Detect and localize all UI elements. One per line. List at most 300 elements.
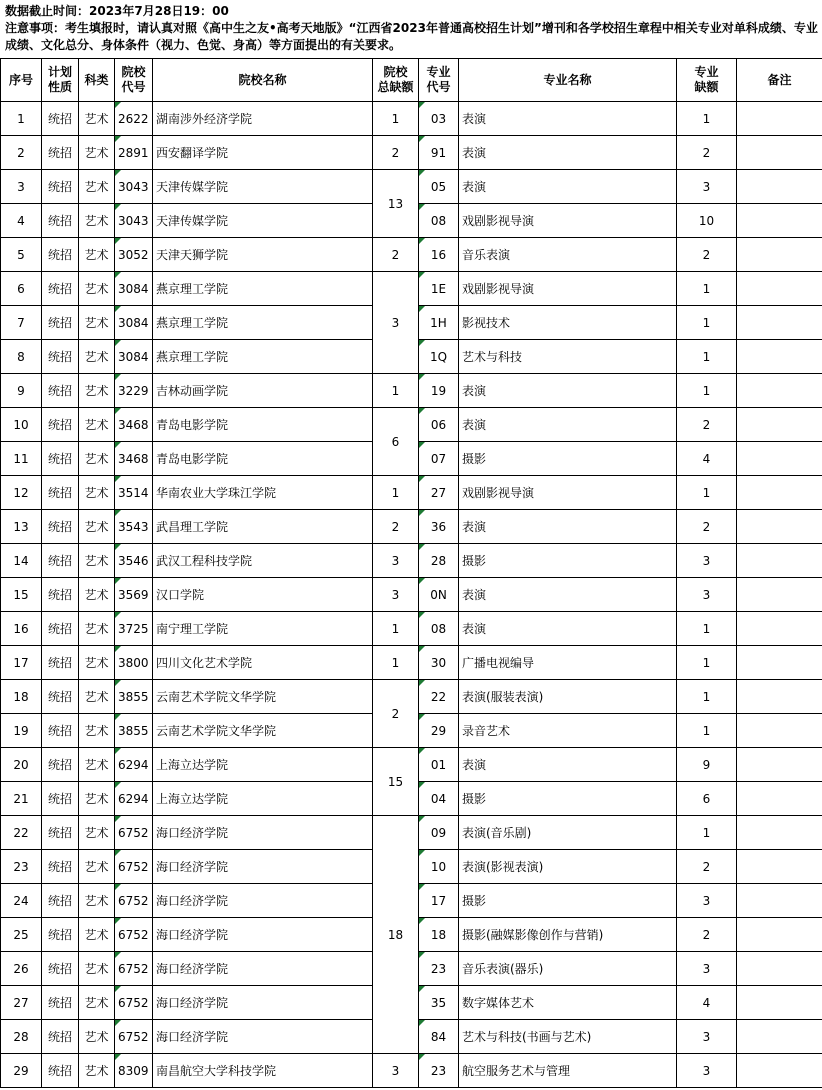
cell-remark <box>737 170 822 204</box>
table-row <box>1 544 822 578</box>
cell-plan: 统招 <box>42 170 79 204</box>
table-row <box>1 1054 822 1088</box>
cell-seq: 9 <box>1 374 42 408</box>
cell-school-code: 8309 <box>115 1054 153 1088</box>
cell-category: 艺术 <box>79 442 115 476</box>
cell-major-vacancy: 1 <box>677 476 737 510</box>
cell-major-name: 摄影(融媒影像创作与营销) <box>459 918 677 952</box>
cell-school-code: 2891 <box>115 136 153 170</box>
notice-text: 注意事项：考生填报时，请认真对照《高中生之友•高考天地版》“江西省2023年普通高校招生计划”增刊和各学校招生章程中相关专业对单科成绩、专业成绩、文化总分、身体条件（视力、色觉、身高）等方面提出的有关要求。 <box>5 21 818 52</box>
cell-school-code: 6752 <box>115 918 153 952</box>
cell-major-vacancy: 2 <box>677 238 737 272</box>
cell-major-code: 30 <box>419 646 459 680</box>
col-header-seq: 序号 <box>1 59 42 102</box>
cell-school-vacancy: 1 <box>373 374 419 408</box>
cell-major-name: 表演 <box>459 102 677 136</box>
cell-plan: 统招 <box>42 578 79 612</box>
cell-school-vacancy: 1 <box>373 476 419 510</box>
cell-school-code: 2622 <box>115 102 153 136</box>
cell-major-code: 05 <box>419 170 459 204</box>
cell-seq: 7 <box>1 306 42 340</box>
cell-major-code: 23 <box>419 1054 459 1088</box>
cell-remark <box>737 714 822 748</box>
cell-plan: 统招 <box>42 986 79 1020</box>
cell-school-name: 海口经济学院 <box>153 952 373 986</box>
cell-plan: 统招 <box>42 442 79 476</box>
cell-major-vacancy: 3 <box>677 1054 737 1088</box>
cell-major-code: 04 <box>419 782 459 816</box>
cell-school-vacancy: 2 <box>373 136 419 170</box>
cell-major-vacancy: 4 <box>677 442 737 476</box>
cell-school-code: 3855 <box>115 680 153 714</box>
cell-major-vacancy: 3 <box>677 578 737 612</box>
cell-school-code: 3543 <box>115 510 153 544</box>
cell-major-vacancy: 1 <box>677 374 737 408</box>
cell-major-name: 表演(影视表演) <box>459 850 677 884</box>
cell-major-name: 音乐表演 <box>459 238 677 272</box>
col-header-major-code: 专业 代号 <box>419 59 459 102</box>
cell-remark <box>737 136 822 170</box>
cell-major-vacancy: 9 <box>677 748 737 782</box>
cell-school-code: 3468 <box>115 408 153 442</box>
cell-seq: 10 <box>1 408 42 442</box>
cell-school-code: 6294 <box>115 748 153 782</box>
cell-seq: 25 <box>1 918 42 952</box>
cell-major-code: 06 <box>419 408 459 442</box>
cell-category: 艺术 <box>79 136 115 170</box>
cell-school-code: 3800 <box>115 646 153 680</box>
cell-category: 艺术 <box>79 306 115 340</box>
cell-seq: 3 <box>1 170 42 204</box>
cell-major-name: 表演 <box>459 578 677 612</box>
cell-plan: 统招 <box>42 748 79 782</box>
cell-remark <box>737 340 822 374</box>
cell-category: 艺术 <box>79 850 115 884</box>
table-row <box>1 374 822 408</box>
cell-school-code: 3084 <box>115 340 153 374</box>
cell-school-code: 3855 <box>115 714 153 748</box>
cell-category: 艺术 <box>79 646 115 680</box>
cell-school-name: 吉林动画学院 <box>153 374 373 408</box>
cell-school-vacancy: 18 <box>373 816 419 1054</box>
cell-plan: 统招 <box>42 238 79 272</box>
cell-category: 艺术 <box>79 340 115 374</box>
cell-major-name: 表演 <box>459 170 677 204</box>
table-row <box>1 646 822 680</box>
cell-remark <box>737 102 822 136</box>
cell-seq: 5 <box>1 238 42 272</box>
cell-school-code: 3725 <box>115 612 153 646</box>
cell-school-name: 青岛电影学院 <box>153 408 373 442</box>
cell-major-name: 表演(音乐剧) <box>459 816 677 850</box>
table-row <box>1 816 822 850</box>
cell-school-vacancy: 13 <box>373 170 419 238</box>
cell-major-name: 艺术与科技 <box>459 340 677 374</box>
cell-major-name: 表演 <box>459 408 677 442</box>
cell-major-code: 19 <box>419 374 459 408</box>
col-header-major-vacancy: 专业 缺额 <box>677 59 737 102</box>
cell-seq: 12 <box>1 476 42 510</box>
cell-category: 艺术 <box>79 680 115 714</box>
cell-school-name: 青岛电影学院 <box>153 442 373 476</box>
cell-plan: 统招 <box>42 476 79 510</box>
cell-school-code: 3569 <box>115 578 153 612</box>
cell-school-name: 海口经济学院 <box>153 816 373 850</box>
col-header-plan: 计划 性质 <box>42 59 79 102</box>
table-row <box>1 238 822 272</box>
cell-school-vacancy: 1 <box>373 612 419 646</box>
cell-major-name: 摄影 <box>459 544 677 578</box>
cell-plan: 统招 <box>42 884 79 918</box>
cell-remark <box>737 986 822 1020</box>
cell-school-name: 海口经济学院 <box>153 850 373 884</box>
cell-major-code: 18 <box>419 918 459 952</box>
cell-school-code: 6752 <box>115 986 153 1020</box>
cell-remark <box>737 816 822 850</box>
cell-major-name: 表演(服装表演) <box>459 680 677 714</box>
cell-seq: 22 <box>1 816 42 850</box>
cell-school-name: 汉口学院 <box>153 578 373 612</box>
cell-remark <box>737 952 822 986</box>
cell-plan: 统招 <box>42 1020 79 1054</box>
cell-plan: 统招 <box>42 306 79 340</box>
table-row <box>1 272 822 306</box>
cell-major-vacancy: 1 <box>677 306 737 340</box>
cell-school-code: 3043 <box>115 204 153 238</box>
cell-major-code: 08 <box>419 204 459 238</box>
cell-school-name: 燕京理工学院 <box>153 340 373 374</box>
cell-major-name: 戏剧影视导演 <box>459 476 677 510</box>
cell-plan: 统招 <box>42 510 79 544</box>
cell-major-code: 84 <box>419 1020 459 1054</box>
cell-plan: 统招 <box>42 204 79 238</box>
cell-plan: 统招 <box>42 850 79 884</box>
cell-major-vacancy: 1 <box>677 714 737 748</box>
cell-school-name: 华南农业大学珠江学院 <box>153 476 373 510</box>
cell-major-name: 摄影 <box>459 442 677 476</box>
cell-remark <box>737 476 822 510</box>
cell-remark <box>737 782 822 816</box>
cell-seq: 19 <box>1 714 42 748</box>
cell-major-name: 艺术与科技(书画与艺术) <box>459 1020 677 1054</box>
cell-major-name: 数字媒体艺术 <box>459 986 677 1020</box>
col-header-school-vacancy: 院校 总缺额 <box>373 59 419 102</box>
cell-school-code: 6752 <box>115 1020 153 1054</box>
cell-major-vacancy: 3 <box>677 170 737 204</box>
cell-major-code: 01 <box>419 748 459 782</box>
cell-school-name: 海口经济学院 <box>153 986 373 1020</box>
cell-school-name: 上海立达学院 <box>153 748 373 782</box>
cell-plan: 统招 <box>42 374 79 408</box>
cell-plan: 统招 <box>42 612 79 646</box>
cell-category: 艺术 <box>79 1054 115 1088</box>
cell-school-vacancy: 1 <box>373 646 419 680</box>
cell-school-name: 天津传媒学院 <box>153 204 373 238</box>
cell-major-vacancy: 6 <box>677 782 737 816</box>
cell-category: 艺术 <box>79 238 115 272</box>
cell-major-code: 17 <box>419 884 459 918</box>
cell-school-vacancy: 6 <box>373 408 419 476</box>
cell-major-name: 戏剧影视导演 <box>459 272 677 306</box>
cell-major-vacancy: 1 <box>677 340 737 374</box>
cell-major-vacancy: 2 <box>677 918 737 952</box>
cell-school-name: 四川文化艺术学院 <box>153 646 373 680</box>
col-header-school-name: 院校名称 <box>153 59 373 102</box>
cell-plan: 统招 <box>42 782 79 816</box>
cell-plan: 统招 <box>42 1054 79 1088</box>
cell-school-code: 3084 <box>115 306 153 340</box>
cell-major-name: 航空服务艺术与管理 <box>459 1054 677 1088</box>
cell-major-code: 28 <box>419 544 459 578</box>
cell-major-code: 36 <box>419 510 459 544</box>
cell-seq: 18 <box>1 680 42 714</box>
cell-school-code: 3043 <box>115 170 153 204</box>
cell-school-name: 天津天狮学院 <box>153 238 373 272</box>
cell-category: 艺术 <box>79 578 115 612</box>
cell-major-name: 表演 <box>459 748 677 782</box>
col-header-remark: 备注 <box>737 59 822 102</box>
table-row <box>1 102 822 136</box>
table-header-row <box>1 59 822 102</box>
cell-category: 艺术 <box>79 476 115 510</box>
cell-school-name: 海口经济学院 <box>153 884 373 918</box>
cell-school-code: 6752 <box>115 816 153 850</box>
cell-major-code: 1E <box>419 272 459 306</box>
cell-school-name: 天津传媒学院 <box>153 170 373 204</box>
cell-school-vacancy: 2 <box>373 238 419 272</box>
cell-school-code: 6752 <box>115 850 153 884</box>
cell-school-code: 6294 <box>115 782 153 816</box>
cell-major-vacancy: 1 <box>677 102 737 136</box>
cell-plan: 统招 <box>42 544 79 578</box>
cell-major-code: 09 <box>419 816 459 850</box>
cell-school-name: 武昌理工学院 <box>153 510 373 544</box>
cell-category: 艺术 <box>79 918 115 952</box>
cell-category: 艺术 <box>79 170 115 204</box>
table-row <box>1 680 822 714</box>
cell-school-vacancy: 3 <box>373 272 419 374</box>
cell-major-code: 23 <box>419 952 459 986</box>
cell-category: 艺术 <box>79 510 115 544</box>
cell-major-code: 10 <box>419 850 459 884</box>
cell-major-code: 16 <box>419 238 459 272</box>
cell-school-name: 云南艺术学院文华学院 <box>153 680 373 714</box>
cell-major-vacancy: 4 <box>677 986 737 1020</box>
cell-major-name: 表演 <box>459 510 677 544</box>
cell-school-name: 燕京理工学院 <box>153 306 373 340</box>
cell-remark <box>737 850 822 884</box>
table-row <box>1 578 822 612</box>
cell-remark <box>737 306 822 340</box>
cell-school-vacancy: 3 <box>373 544 419 578</box>
cell-category: 艺术 <box>79 544 115 578</box>
cell-seq: 2 <box>1 136 42 170</box>
cell-major-name: 录音艺术 <box>459 714 677 748</box>
cell-remark <box>737 612 822 646</box>
cell-seq: 24 <box>1 884 42 918</box>
cell-major-vacancy: 3 <box>677 1020 737 1054</box>
cell-category: 艺术 <box>79 714 115 748</box>
cell-major-vacancy: 2 <box>677 408 737 442</box>
cell-school-code: 3468 <box>115 442 153 476</box>
cell-major-code: 08 <box>419 612 459 646</box>
cell-school-name: 南昌航空大学科技学院 <box>153 1054 373 1088</box>
cell-school-vacancy: 2 <box>373 680 419 748</box>
sheet-header <box>0 0 822 56</box>
cell-seq: 17 <box>1 646 42 680</box>
cell-school-name: 上海立达学院 <box>153 782 373 816</box>
cell-category: 艺术 <box>79 748 115 782</box>
cell-remark <box>737 272 822 306</box>
cell-school-code: 3514 <box>115 476 153 510</box>
cell-category: 艺术 <box>79 952 115 986</box>
cell-plan: 统招 <box>42 918 79 952</box>
col-header-major-name: 专业名称 <box>459 59 677 102</box>
cell-remark <box>737 544 822 578</box>
table-row <box>1 510 822 544</box>
cell-seq: 6 <box>1 272 42 306</box>
cell-major-name: 表演 <box>459 374 677 408</box>
cell-school-name: 云南艺术学院文华学院 <box>153 714 373 748</box>
cell-category: 艺术 <box>79 782 115 816</box>
cell-school-code: 3052 <box>115 238 153 272</box>
cell-seq: 20 <box>1 748 42 782</box>
cell-school-name: 武汉工程科技学院 <box>153 544 373 578</box>
cell-remark <box>737 204 822 238</box>
cell-major-vacancy: 1 <box>677 816 737 850</box>
cell-remark <box>737 374 822 408</box>
cell-school-name: 燕京理工学院 <box>153 272 373 306</box>
cell-major-name: 摄影 <box>459 782 677 816</box>
cell-remark <box>737 408 822 442</box>
cell-plan: 统招 <box>42 136 79 170</box>
cell-major-code: 22 <box>419 680 459 714</box>
cell-major-vacancy: 3 <box>677 544 737 578</box>
table-body <box>1 102 822 1088</box>
cell-plan: 统招 <box>42 680 79 714</box>
cell-school-name: 海口经济学院 <box>153 1020 373 1054</box>
table-row <box>1 408 822 442</box>
cell-plan: 统招 <box>42 646 79 680</box>
cell-plan: 统招 <box>42 952 79 986</box>
col-header-school-code: 院校 代号 <box>115 59 153 102</box>
cell-remark <box>737 918 822 952</box>
cell-remark <box>737 748 822 782</box>
table-row <box>1 748 822 782</box>
cell-plan: 统招 <box>42 102 79 136</box>
cell-major-code: 03 <box>419 102 459 136</box>
cell-school-vacancy: 2 <box>373 510 419 544</box>
deadline-text: 数据截止时间：2023年7月28日19：00 <box>5 4 229 18</box>
cell-remark <box>737 884 822 918</box>
cell-plan: 统招 <box>42 714 79 748</box>
cell-category: 艺术 <box>79 204 115 238</box>
cell-major-code: 1Q <box>419 340 459 374</box>
cell-seq: 29 <box>1 1054 42 1088</box>
cell-seq: 16 <box>1 612 42 646</box>
cell-school-code: 6752 <box>115 884 153 918</box>
cell-seq: 28 <box>1 1020 42 1054</box>
cell-remark <box>737 680 822 714</box>
cell-major-vacancy: 2 <box>677 850 737 884</box>
cell-major-vacancy: 3 <box>677 952 737 986</box>
table-row <box>1 170 822 204</box>
cell-school-name: 南宁理工学院 <box>153 612 373 646</box>
cell-major-code: 0N <box>419 578 459 612</box>
cell-major-name: 影视技术 <box>459 306 677 340</box>
cell-remark <box>737 238 822 272</box>
cell-remark <box>737 646 822 680</box>
cell-major-name: 戏剧影视导演 <box>459 204 677 238</box>
cell-major-vacancy: 10 <box>677 204 737 238</box>
cell-category: 艺术 <box>79 272 115 306</box>
cell-seq: 13 <box>1 510 42 544</box>
cell-plan: 统招 <box>42 816 79 850</box>
cell-remark <box>737 442 822 476</box>
table-row <box>1 136 822 170</box>
cell-major-vacancy: 1 <box>677 646 737 680</box>
cell-school-code: 3546 <box>115 544 153 578</box>
cell-major-name: 广播电视编导 <box>459 646 677 680</box>
cell-major-vacancy: 1 <box>677 272 737 306</box>
cell-remark <box>737 1054 822 1088</box>
cell-major-name: 表演 <box>459 136 677 170</box>
cell-major-vacancy: 2 <box>677 136 737 170</box>
cell-school-code: 3084 <box>115 272 153 306</box>
cell-school-name: 湖南涉外经济学院 <box>153 102 373 136</box>
cell-school-vacancy: 15 <box>373 748 419 816</box>
cell-major-code: 1H <box>419 306 459 340</box>
cell-major-vacancy: 3 <box>677 884 737 918</box>
cell-school-vacancy: 3 <box>373 1054 419 1088</box>
cell-seq: 27 <box>1 986 42 1020</box>
cell-major-code: 07 <box>419 442 459 476</box>
cell-seq: 15 <box>1 578 42 612</box>
cell-category: 艺术 <box>79 102 115 136</box>
cell-seq: 1 <box>1 102 42 136</box>
table-row <box>1 612 822 646</box>
cell-school-name: 西安翻译学院 <box>153 136 373 170</box>
cell-major-code: 91 <box>419 136 459 170</box>
cell-seq: 14 <box>1 544 42 578</box>
cell-remark <box>737 510 822 544</box>
cell-major-name: 表演 <box>459 612 677 646</box>
cell-seq: 8 <box>1 340 42 374</box>
cell-major-name: 摄影 <box>459 884 677 918</box>
cell-school-code: 6752 <box>115 952 153 986</box>
cell-plan: 统招 <box>42 408 79 442</box>
cell-major-code: 29 <box>419 714 459 748</box>
cell-school-vacancy: 1 <box>373 102 419 136</box>
vacancy-table <box>0 58 822 1088</box>
cell-category: 艺术 <box>79 884 115 918</box>
cell-remark <box>737 578 822 612</box>
cell-category: 艺术 <box>79 408 115 442</box>
cell-school-vacancy: 3 <box>373 578 419 612</box>
cell-seq: 4 <box>1 204 42 238</box>
cell-seq: 11 <box>1 442 42 476</box>
cell-plan: 统招 <box>42 272 79 306</box>
cell-category: 艺术 <box>79 612 115 646</box>
cell-seq: 21 <box>1 782 42 816</box>
cell-school-name: 海口经济学院 <box>153 918 373 952</box>
cell-category: 艺术 <box>79 816 115 850</box>
cell-major-vacancy: 2 <box>677 510 737 544</box>
cell-plan: 统招 <box>42 340 79 374</box>
cell-seq: 26 <box>1 952 42 986</box>
cell-major-vacancy: 1 <box>677 612 737 646</box>
cell-seq: 23 <box>1 850 42 884</box>
